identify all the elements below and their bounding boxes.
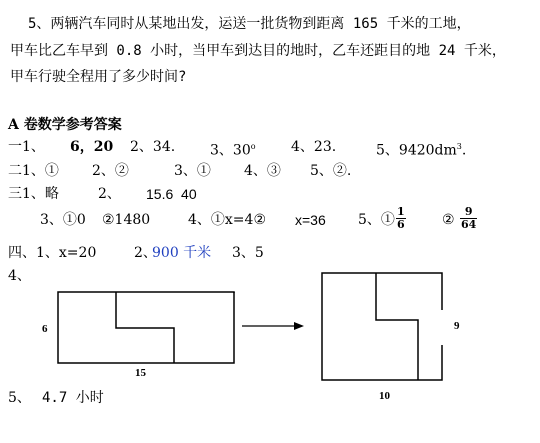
- s1-a1: 6，20: [70, 139, 114, 155]
- fraction-1-denominator: 6: [397, 218, 405, 231]
- s1-a5-end: .: [461, 142, 467, 159]
- s3-a5b: ②: [442, 212, 455, 228]
- s2-a2: 2、②: [92, 163, 129, 179]
- s1-a5-sup: 3: [456, 142, 462, 151]
- s3-a3: 3、①0: [40, 212, 86, 228]
- s5-value: 4.7 小时: [42, 390, 104, 406]
- s3-a2-value: 15.6 40: [146, 186, 197, 202]
- s3-prefix: 三1、略: [8, 186, 59, 202]
- s1-prefix: 一1、: [8, 139, 45, 155]
- s5-prefix: 5、: [8, 390, 31, 406]
- s2-a4: 4、③: [244, 163, 281, 179]
- fraction-1-numerator: 1: [397, 205, 405, 218]
- problem-line-2: 甲车比乙车早到 0.8 小时，当甲车到达目的地时，乙车还距目的地 24 千米，: [10, 43, 506, 59]
- s2-prefix: 二1、①: [8, 163, 59, 179]
- s1-a4: 4、23.: [291, 139, 337, 155]
- s3-a4b: x=36: [295, 212, 326, 228]
- left-height-label: 6: [42, 323, 48, 335]
- problem-line-3: 甲车行驶全程用了多少时间?: [10, 69, 187, 85]
- fraction-2-numerator: 9: [460, 206, 477, 219]
- right-stair-cut: [376, 273, 418, 380]
- s2-a3: 3、①: [174, 163, 211, 179]
- s4-prefix: 四、1、x=20: [8, 245, 97, 261]
- s1-a3-sup: o: [250, 142, 256, 151]
- s1-a3-text: 3、30: [210, 142, 251, 159]
- arrow-head: [294, 322, 304, 330]
- s4-a4: 4、: [8, 268, 31, 284]
- s3-a2: 2、: [98, 186, 121, 202]
- right-height-label: 9: [454, 320, 460, 332]
- s4-a3: 3、5: [232, 245, 264, 261]
- answers-heading: A 卷数学参考答案: [8, 117, 122, 133]
- s4-a2-value: 900 千米: [152, 245, 212, 261]
- problem-line-1: 5、两辆汽车同时从某地出发，运送一批货物到距离 165 千米的工地，: [28, 16, 471, 32]
- s3-a5: 5、①: [358, 212, 395, 228]
- fraction-2-denominator: 64: [461, 218, 477, 231]
- section-5-row: [8, 390, 208, 408]
- left-width-label: 15: [135, 367, 146, 379]
- s4-a2: 2、: [134, 245, 157, 261]
- s3-a4: 4、①x=4②: [188, 212, 266, 228]
- s3-a3b: ②1480: [102, 212, 151, 228]
- s1-a5-text: 5、9420dm: [376, 142, 457, 159]
- left-stair-cut: [116, 292, 174, 363]
- s1-a2: 2、34.: [130, 139, 176, 155]
- s2-a5: 5、②.: [310, 163, 352, 179]
- right-rect-outline: [322, 273, 442, 380]
- right-width-label: 10: [379, 390, 390, 402]
